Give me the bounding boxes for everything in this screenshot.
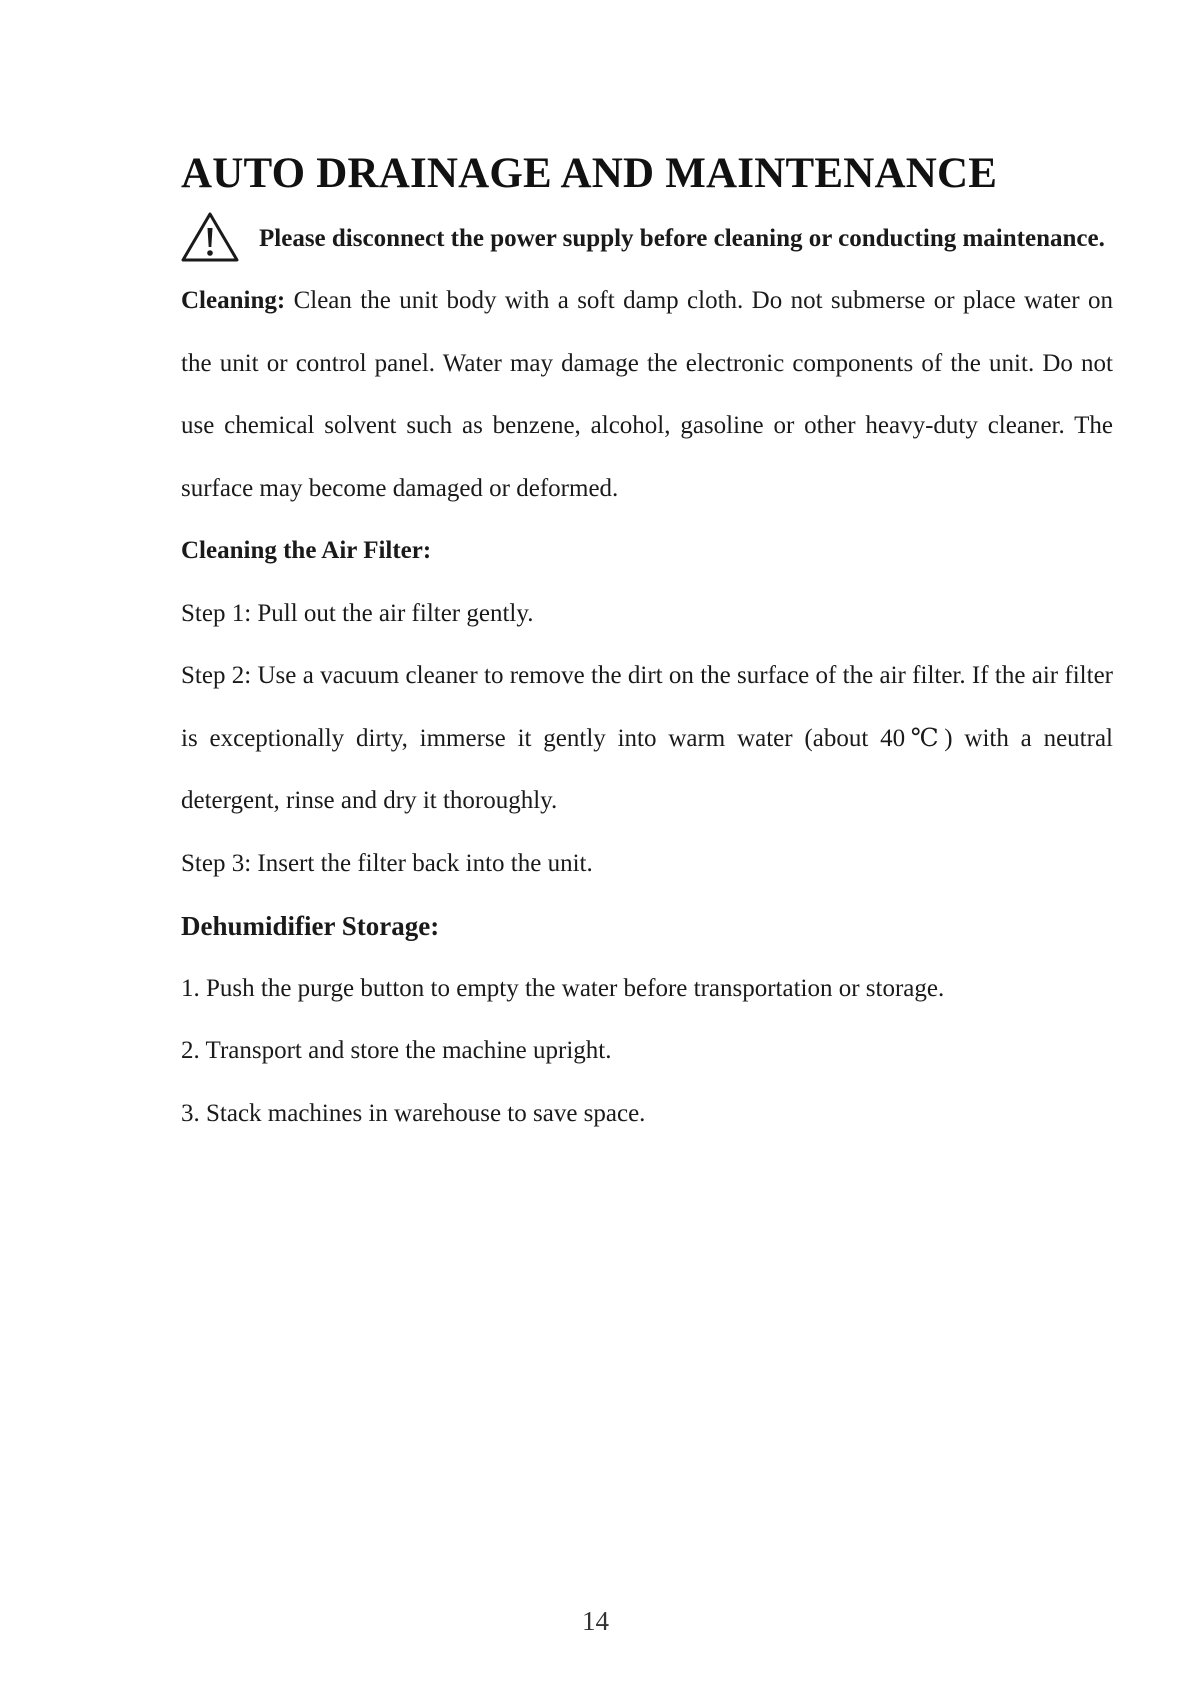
page-title: AUTO DRAINAGE AND MAINTENANCE — [181, 150, 998, 197]
air-filter-heading: Cleaning the Air Filter: — [181, 537, 432, 564]
warning-text: Please disconnect the power supply before cleaning or conducting maintenance. — [259, 225, 1105, 252]
page-number: 14 — [582, 1606, 609, 1636]
cleaning-paragraph — [181, 270, 1113, 520]
air-filter-step-2: Step 2: Use a vacuum cleaner to remove the dirt on the surface of the air filter. If the air filter is exceptionally dirty, immerse it gently into warm water (about 40℃) with a neutral detergent, rinse and dry it thoroughly. — [181, 662, 1113, 814]
content — [181, 148, 1113, 1145]
warning-notice — [181, 208, 1113, 270]
air-filter-step-1: Step 1: Pull out the air filter gently. — [181, 599, 534, 627]
cleaning-label: Cleaning: — [181, 287, 286, 314]
warning-triangle-icon — [181, 212, 239, 262]
cleaning-text: Clean the unit body with a soft damp cloth. Do not submerse or place water on the unit or control panel. Water may damage the electronic components of the unit. Do not use chemical solvent such as benzene, alcohol, gasoline or other heavy-duty cleaner. The surface may become damaged or deformed. — [181, 287, 1113, 502]
storage-item-1: 1. Push the purge button to empty the water before transportation or storage. — [181, 974, 945, 1002]
storage-item-2: 2. Transport and store the machine upright. — [181, 1037, 612, 1064]
storage-heading: Dehumidifier Storage: — [181, 911, 440, 941]
storage-item-3: 3. Stack machines in warehouse to save space. — [181, 1099, 646, 1127]
air-filter-step-3: Step 3: Insert the filter back into the unit. — [181, 849, 593, 877]
